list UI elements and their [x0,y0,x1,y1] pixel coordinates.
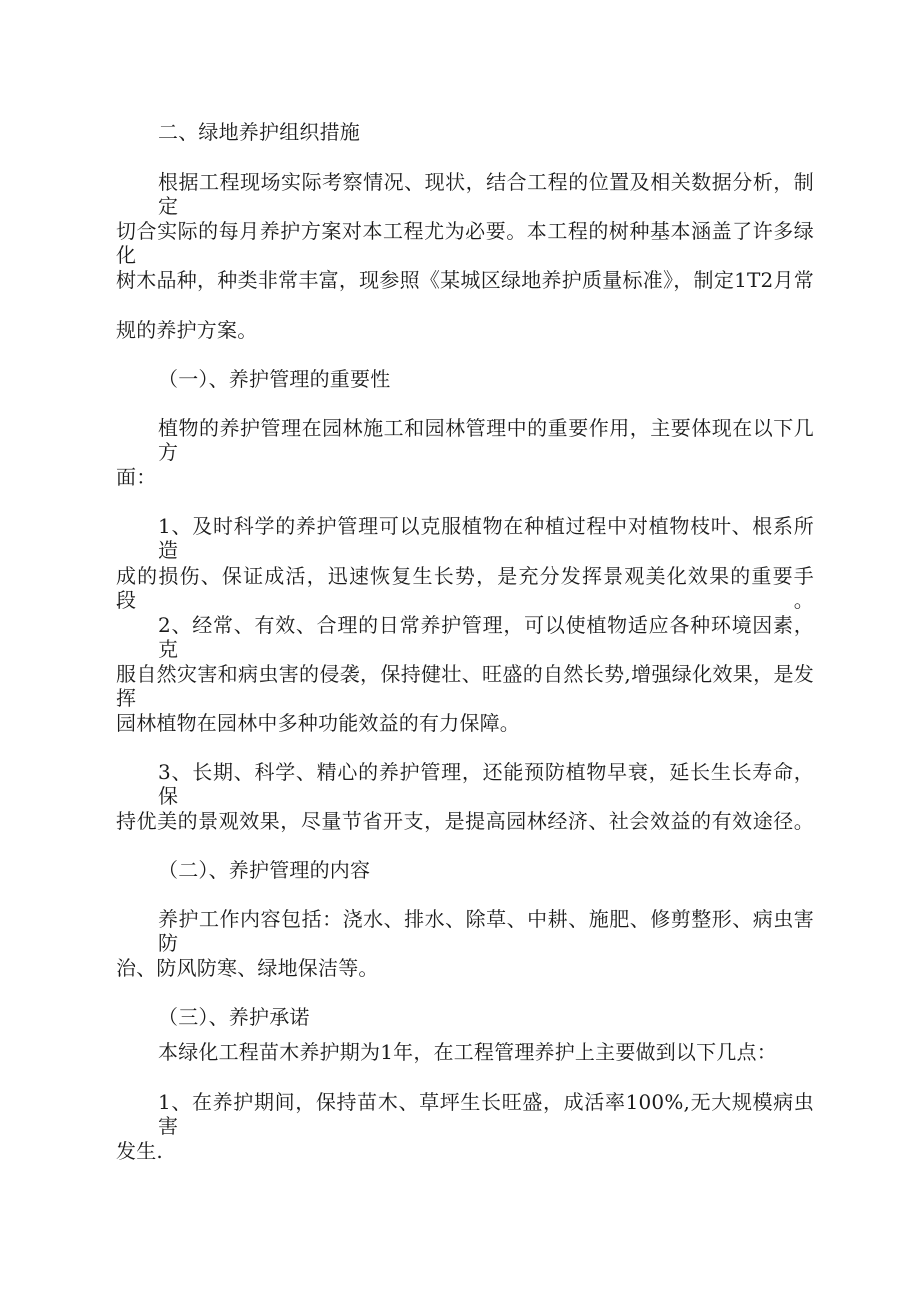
sec1-item2-line-2: 服自然灾害和病虫害的侵袭，保持健壮、旺盛的自然长势,增强绿化效果，是发挥 [116,662,814,710]
intro-line-4: 规的养护方案。 [116,318,258,342]
sec1-paragraph-line-1: 植物的养护管理在园林施工和园林管理中的重要作用，主要体现在以下几方 [158,416,814,464]
subsection-title-1: （一）、养护管理的重要性 [158,367,391,391]
sec1-item3-line-2: 持优美的景观效果，尽量节省开支，是提高园林经济、社会效益的有效途径。 [116,809,814,833]
sec1-item1-line-1: 1、及时科学的养护管理可以克服植物在种植过程中对植物枝叶、根系所造 [158,514,814,562]
intro-line-3: 树木品种，种类非常丰富，现参照《某城区绿地养护质量标准》，制定1T2月常 [116,268,814,292]
sec2-paragraph-line-1: 养护工作内容包括：浇水、排水、除草、中耕、施肥、修剪整形、病虫害防 [158,907,814,955]
intro-line-2: 切合实际的每月养护方案对本工程尤为必要。本工程的树种基本涵盖了许多绿化 [116,219,814,267]
sec1-item3-line-1: 3、长期、科学、精心的养护管理，还能预防植物早衰，延长生长寿命，保 [158,760,814,808]
sec3-item1-line-2: 发生. [116,1139,163,1163]
sec2-paragraph-line-2: 治、防风防寒、绿地保洁等。 [116,956,379,980]
sec1-paragraph-line-2: 面： [116,465,157,489]
sec1-item1-line-2: 成的损伤、保证成活，迅速恢复生长势，是充分发挥景观美化效果的重要手段。 [116,564,814,612]
sec1-item2-line-3: 园林植物在园林中多种功能效益的有力保障。 [116,711,520,735]
section-heading: 二、绿地养护组织措施 [158,120,360,144]
sec3-item1-line-1: 1、在养护期间，保持苗木、草坪生长旺盛，成活率100%,无大规模病虫害 [158,1090,814,1138]
intro-line-1: 根据工程现场实际考察情况、现状，结合工程的位置及相关数据分析，制定 [158,170,814,218]
sec1-item2-line-1: 2、经常、有效、合理的日常养护管理，可以使植物适应各种环境因素，克 [158,613,814,661]
sec3-paragraph-line-1: 本绿化工程苗木养护期为1年，在工程管理养护上主要做到以下几点： [158,1040,777,1064]
subsection-title-3: （三）、养护承诺 [158,1005,310,1029]
subsection-title-2: （二）、养护管理的内容 [158,858,371,882]
